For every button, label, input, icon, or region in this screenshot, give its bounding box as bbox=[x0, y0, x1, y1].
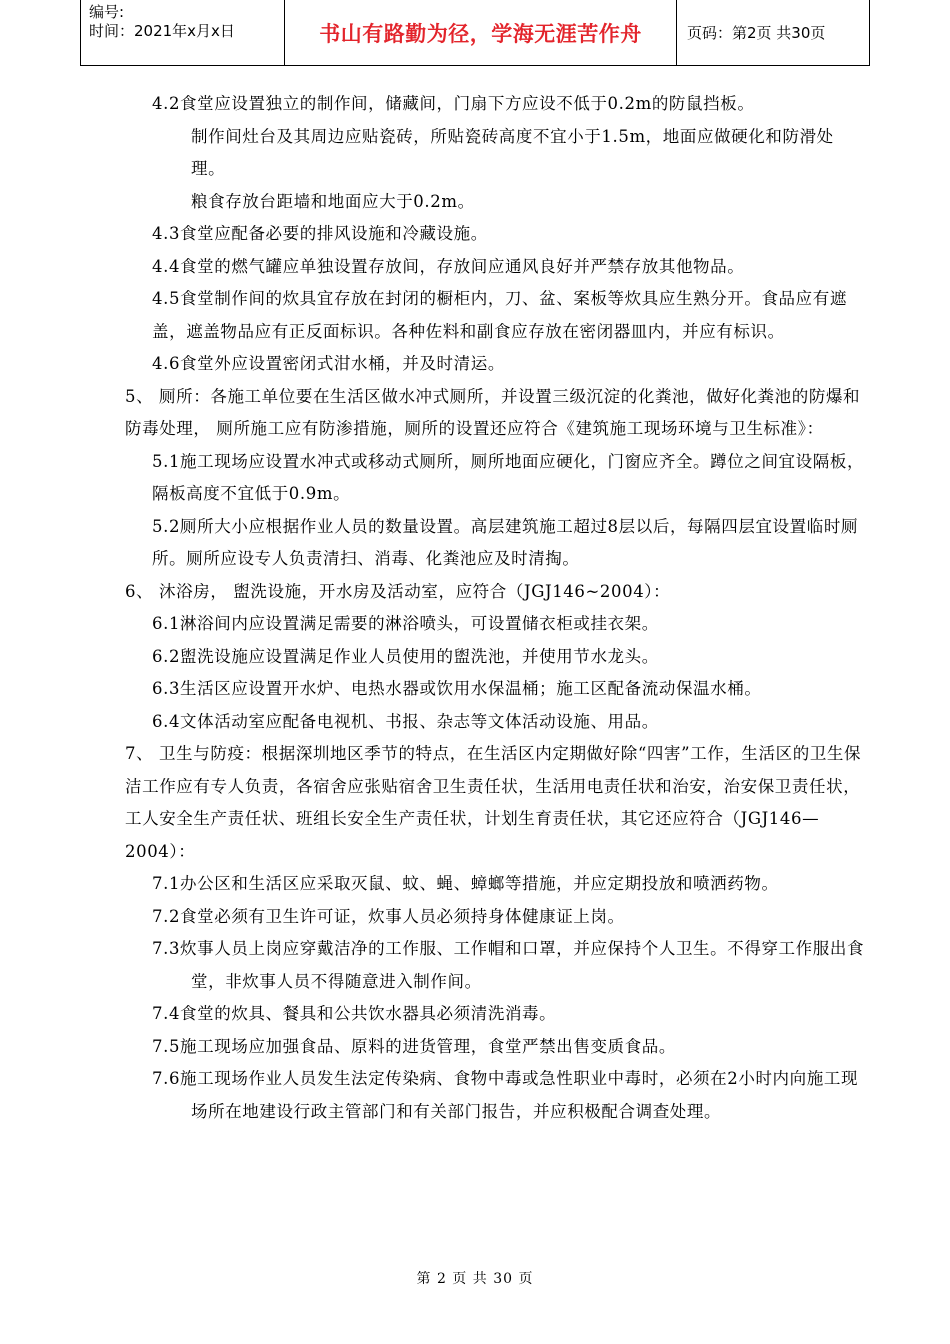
paragraph-7-6: 7.6施工现场作业人员发生法定传染病、食物中毒或急性职业中毒时，必须在2小时内向施工现场所在地建设行政主管部门和有关部门报告，并应积极配合调查处理。 bbox=[152, 1069, 859, 1121]
paragraph-7-1: 7.1办公区和生活区应采取灭鼠、蚊、蝇、蟑螂等措施，并应定期投放和喷洒药物。 bbox=[152, 874, 779, 893]
header-motto: 书山有路勤为径，学海无涯苦作舟 bbox=[285, 0, 677, 65]
paragraph-4-2: 4.2食堂应设置独立的制作间，储藏间，门扇下方应设不低于0.2m的防鼠挡板。 bbox=[152, 94, 755, 113]
paragraph-4-2-grain-storage: 粮食存放台距墙和地面应大于0.2m。 bbox=[191, 191, 475, 211]
page-footer: 第 2 页 共 30 页 bbox=[416, 1271, 534, 1287]
paragraph-4-4: 4.4食堂的燃气罐应单独设置存放间，存放间应通风良好并严禁存放其他物品。 bbox=[152, 256, 745, 276]
paragraph-4-5: 4.5食堂制作间的炊具宜存放在封闭的橱柜内，刀、盆、案板等炊具应生熟分开。食品应有遮盖，遮盖物品应有正反面标识。各种佐料和副食应存放在密闭器皿内，并应有标识。 bbox=[152, 289, 847, 341]
paragraph-7-2: 7.2食堂必须有卫生许可证，炊事人员必须持身体健康证上岗。 bbox=[152, 906, 625, 926]
header-meta bbox=[81, 0, 285, 65]
paragraph-7-5: 7.5施工现场应加强食品、原料的进货管理，食堂严禁出售变质食品。 bbox=[152, 1036, 676, 1056]
paragraph-6-4: 6.4文体活动室应配备电视机、书报、杂志等文体活动设施、用品。 bbox=[152, 711, 659, 731]
paragraph-6-1: 6.1淋浴间内应设置满足需要的淋浴喷头，可设置储衣柜或挂衣架。 bbox=[152, 614, 659, 633]
document-time-label: 时间：2021年x月x日 bbox=[89, 22, 235, 40]
section-7-hygiene: 7、 卫生与防疫：根据深圳地区季节的特点，在生活区内定期做好除“四害”工作，生活区的卫生保洁工作应有专人负责，各宿舍应张贴宿舍卫生责任状，生活用电责任状和治安，治安保卫责任状，工人安全生产责任状、班组长安全生产责任状，计划生育责任状，其它还应符合（JGJ146—2004）： bbox=[125, 744, 862, 861]
paragraph-6-3: 6.3生活区应设置开水炉、电热水器或饮用水保温桶；施工区配备流动保温水桶。 bbox=[152, 679, 762, 698]
paragraph-4-2-kitchen-tiles: 制作间灶台及其周边应贴瓷砖，所贴瓷砖高度不宜小于1.5m，地面应做硬化和防滑处理。 bbox=[191, 126, 834, 178]
header-page-label: 页码：第2页 共30页 bbox=[687, 24, 826, 42]
paragraph-5-1: 5.1施工现场应设置水冲式或移动式厕所，厕所地面应硬化，门窗应齐全。蹲位之间宜设隔板，隔板高度不宜低于0.9m。 bbox=[152, 451, 865, 503]
paragraph-7-4: 7.4食堂的炊具、餐具和公共饮水器具必须清洗消毒。 bbox=[152, 1004, 557, 1023]
paragraph-4-3: 4.3食堂应配备必要的排风设施和冷藏设施。 bbox=[152, 224, 488, 243]
paragraph-5-2: 5.2厕所大小应根据作业人员的数量设置。高层建筑施工超过8层以后，每隔四层宜设置临时厕所。厕所应设专人负责清扫、消毒、化粪池应及时清掏。 bbox=[152, 516, 859, 568]
document-number-label: 编号: bbox=[89, 3, 125, 21]
section-6-facilities: 6、 沐浴房， 盥洗设施，开水房及活动室，应符合（JGJ146~2004）： bbox=[125, 581, 671, 601]
page-header bbox=[80, 0, 870, 66]
section-5-toilets: 5、 厕所：各施工单位要在生活区做水冲式厕所，并设置三级沉淀的化粪池，做好化粪池的防爆和防毒处理， 厕所施工应有防渗措施，厕所的设置还应符合《建筑施工现场环境与卫生标准》： bbox=[125, 386, 861, 438]
paragraph-7-3: 7.3炊事人员上岗应穿戴洁净的工作服、工作帽和口罩，并应保持个人卫生。不得穿工作服出食堂，非炊事人员不得随意进入制作间。 bbox=[152, 939, 865, 991]
paragraph-4-6: 4.6食堂外应设置密闭式泔水桶，并及时清运。 bbox=[152, 354, 505, 373]
paragraph-6-2: 6.2盥洗设施应设置满足作业人员使用的盥洗池，并使用节水龙头。 bbox=[152, 646, 659, 666]
document-body bbox=[125, 88, 865, 1128]
